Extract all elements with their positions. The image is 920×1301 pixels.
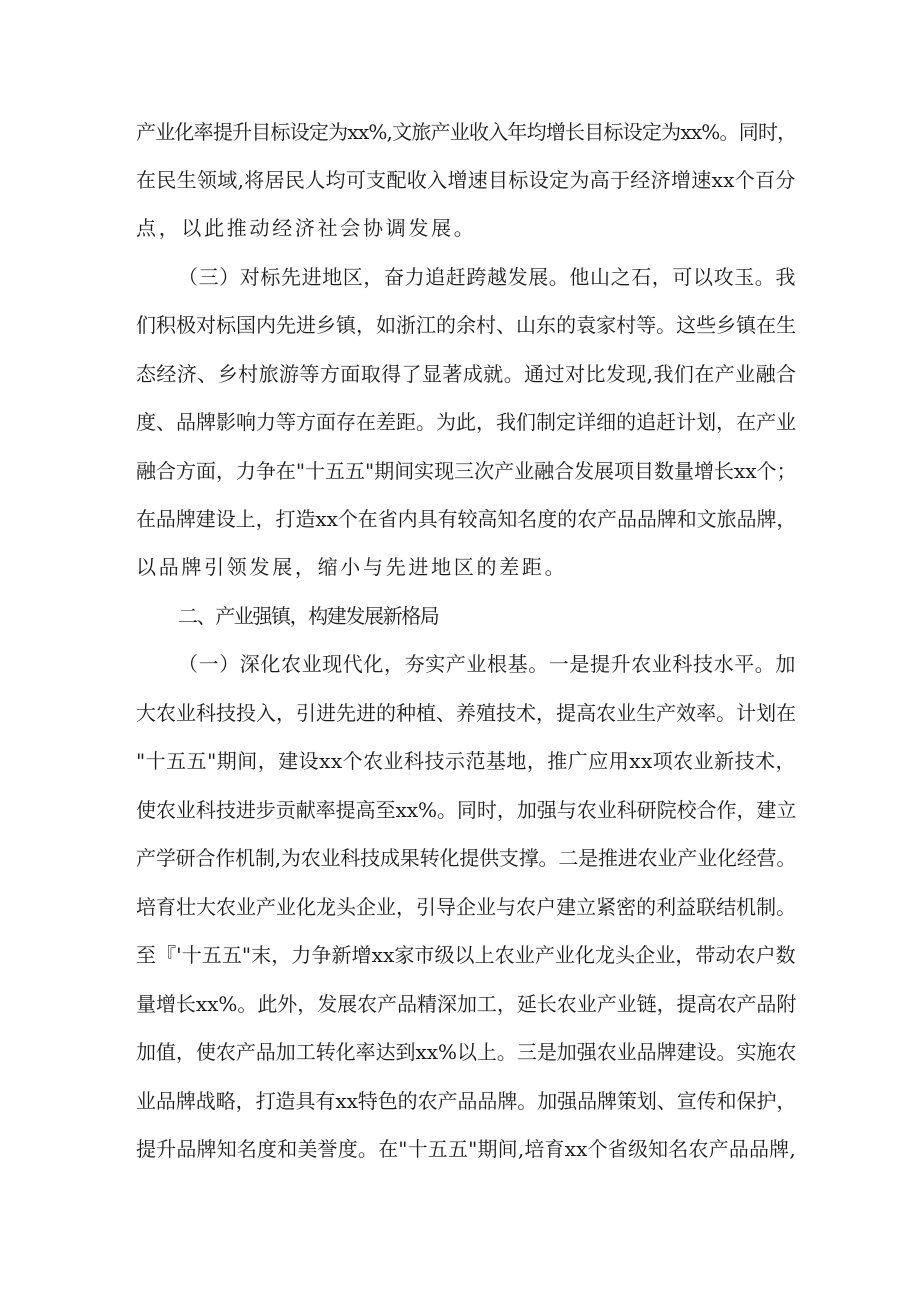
text-line: 度、品牌影响力等方面存在差距。为此，我们制定详细的追赶计划，在产业	[136, 410, 797, 434]
text-line: 大农业科技投入，引进先进的种植、养殖技术，提高农业生产效率。计划在	[136, 701, 797, 725]
text-line: 在品牌建设上，打造xx个在省内具有较高知名度的农产品品牌和文旅品牌，	[136, 507, 797, 531]
text-line: 态经济、乡村旅游等方面取得了显著成就。通过对比发现,我们在产业融合	[136, 362, 797, 386]
text-line: 量增长xx%。此外，发展农产品精深加工，延长农业产业链，提高农产品附	[136, 992, 797, 1016]
text-line: 提升品牌知名度和美誉度。在"十五五"期间,培育xx个省级知名农产品品牌,	[136, 1137, 796, 1161]
text-line: 产学研合作机制,为农业科技成果转化提供支撑。二是推进农业产业化经营。	[136, 846, 797, 870]
text-line: 使农业科技进步贡献率提高至xx%。同时，加强与农业科研院校合作，建立	[136, 798, 797, 822]
section-heading: 二、产业强镇，构建发展新格局	[178, 604, 439, 628]
text-line: 产业化率提升目标设定为xx%,文旅产业收入年均增长目标设定为xx%。同时，	[136, 120, 797, 144]
paragraph-start-line: （一）深化农业现代化，夯实产业根基。一是提升农业科技水平。加	[178, 652, 796, 676]
text-line: 至『'十五五"末，力争新增xx家市级以上农业产业化龙头企业，带动农户数	[136, 943, 796, 967]
text-line: 加值，使农产品加工转化率达到xx%以上。三是加强农业品牌建设。实施农	[136, 1040, 797, 1064]
text-line: 业品牌战略，打造具有xx特色的农产品品牌。加强品牌策划、宣传和保护，	[136, 1089, 797, 1113]
text-line: "十五五"期间，建设xx个农业科技示范基地，推广应用xx项农业新技术，	[136, 749, 797, 773]
text-line: 在民生领域,将居民人均可支配收入增速目标设定为高于经济增速xx个百分	[136, 168, 796, 192]
text-line: 融合方面，力争在"十五五"期间实现三次产业融合发展项目数量增长xx个；	[136, 459, 797, 483]
text-line: 培育壮大农业产业化龙头企业，引导企业与农户建立紧密的利益联结机制。	[136, 895, 797, 919]
text-line: 以品牌引领发展，缩小与先进地区的差距。	[136, 555, 568, 579]
text-line: 点，以此推动经济社会协调发展。	[136, 216, 477, 240]
paragraph-start-line: （三）对标先进地区，奋力追赶跨越发展。他山之石，可以攻玉。我	[178, 265, 796, 289]
text-line: 们积极对标国内先进乡镇，如浙江的余村、山东的袁家村等。这些乡镇在生	[136, 313, 797, 337]
